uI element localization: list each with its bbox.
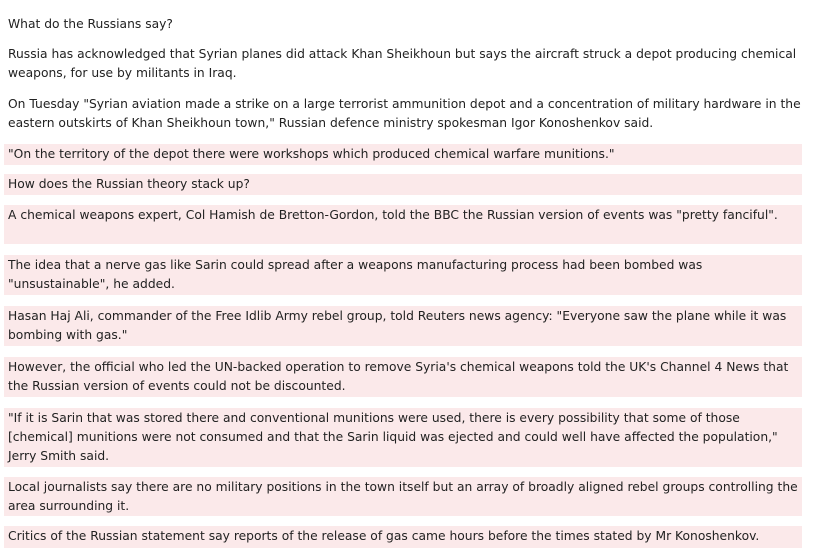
paragraph-expert-opinion: A chemical weapons expert, Col Hamish de Bretton-Gordon, told the BBC the Russian version of events was "pretty fanciful".: [4, 205, 802, 244]
section-heading-russian-theory: How does the Russian theory stack up?: [4, 174, 802, 195]
paragraph-russia-acknowledged: Russia has acknowledged that Syrian planes did attack Khan Sheikhoun but says the aircraft struck a depot producing chemical weapons, for use by militants in Iraq.: [8, 47, 797, 81]
paragraph-depot-quote: "On the territory of the depot there were workshops which produced chemical warfare munitions.": [4, 144, 802, 165]
paragraph-jerry-smith-quote: "If it is Sarin that was stored there and conventional munitions were used, there is every possibility that some of those [chemical] munitions were not consumed and that the Sarin liquid was ejected and could well have affected the population," Jerry Smith said.: [4, 408, 802, 467]
paragraph-critics: Critics of the Russian statement say reports of the release of gas came hours before the times stated by Mr Konoshenkov.: [4, 526, 802, 548]
paragraph-rebel-commander: Hasan Haj Ali, commander of the Free Idlib Army rebel group, told Reuters news agency: "Everyone saw the plane while it was bombing with gas.": [4, 306, 802, 346]
paragraph-local-journalists: Local journalists say there are no military positions in the town itself but an array of broadly aligned rebel groups controlling the area surrounding it.: [4, 477, 802, 516]
section-heading-russian-view: What do the Russians say?: [8, 17, 173, 32]
paragraph-tuesday-statement: On Tuesday "Syrian aviation made a strike on a large terrorist ammunition depot and a concentration of military hardware in the eastern outskirts of Khan Sheikhoun town," Russian defence ministry spokesman Igor Konoshenkov said.: [8, 97, 801, 131]
paragraph-nerve-gas: The idea that a nerve gas like Sarin could spread after a weapons manufacturing process had been bombed was "unsustainable", he added.: [4, 255, 802, 295]
paragraph-un-official: However, the official who led the UN-backed operation to remove Syria's chemical weapons told the UK's Channel 4 News that the Russian version of events could not be discounted.: [4, 357, 802, 397]
